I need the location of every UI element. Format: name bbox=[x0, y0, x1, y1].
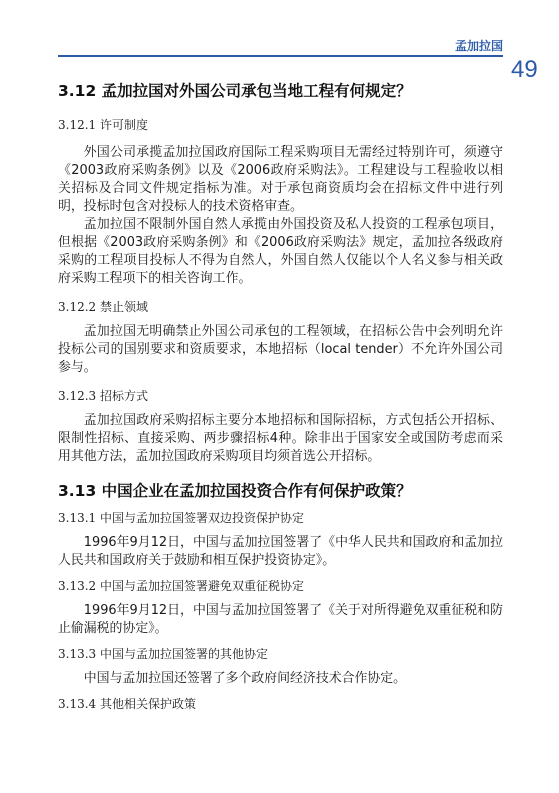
paragraph: 中国与孟加拉国还签署了多个政府间经济技术合作协定。 bbox=[83, 671, 407, 686]
page-header bbox=[0, 0, 559, 85]
header-rule bbox=[58, 55, 503, 57]
paragraph: 孟加拉国无明确禁止外国公司承包的工程领域，在招标公告中会列明允许投标公司的国别要求和资质要求，本地招标（local tender）不允许外国公司参与。 bbox=[58, 324, 503, 375]
subsection-heading-3-13-4: 3.13.4 其他相关保护政策 bbox=[58, 697, 196, 711]
subsection-heading-3-12-1: 3.12.1 许可制度 bbox=[58, 118, 148, 132]
subsection-heading-3-13-3: 3.13.3 中国与孟加拉国签署的其他协定 bbox=[58, 647, 268, 661]
running-title: 孟加拉国 bbox=[454, 39, 503, 53]
paragraph: 孟加拉国不限制外国自然人承揽由外国投资及私人投资的工程承包项目，但根据《2003政府采购条例》和《2006政府采购法》规定，孟加拉各级政府采购的工程项目投标人不得为自然人，外国自然人仅能以个人名义参与相关政府采购工程项下的相关咨询工作。 bbox=[58, 217, 503, 286]
page-body bbox=[58, 80, 503, 713]
paragraph: 孟加拉国政府采购招标主要分本地招标和国际招标，方式包括公开招标、限制性招标、直接采购、两步骤招标4种。除非出于国家安全或国防考虑而采用其他方法，孟加拉国政府采购项目均须首选公开招标。 bbox=[58, 413, 503, 464]
subsection-heading-3-12-3: 3.12.3 招标方式 bbox=[58, 389, 148, 403]
subsection-heading-3-13-2: 3.13.2 中国与孟加拉国签署避免双重征税协定 bbox=[58, 579, 304, 593]
section-heading-3-12: 3.12 孟加拉国对外国公司承包当地工程有何规定？ bbox=[58, 82, 412, 100]
paragraph: 外国公司承揽孟加拉国政府国际工程采购项目无需经过特别许可，须遵守《2003政府采购条例》以及《2006政府采购法》。工程建设与工程验收以相关招标及合同文件规定指标为准。对于承包商资质均会在招标文件中进行列明，投标时包含对投标人的技术资格审查。 bbox=[58, 145, 503, 214]
page-number: 49 bbox=[511, 56, 538, 83]
subsection-heading-3-12-2: 3.12.2 禁止领域 bbox=[58, 300, 148, 314]
subsection-heading-3-13-1: 3.13.1 中国与孟加拉国签署双边投资保护协定 bbox=[58, 511, 304, 525]
paragraph: 1996年9月12日，中国与孟加拉国签署了《中华人民共和国政府和孟加拉人民共和国政府关于鼓励和相互保护投资协定》。 bbox=[58, 535, 503, 568]
paragraph: 1996年9月12日，中国与孟加拉国签署了《关于对所得避免双重征税和防止偷漏税的协定》。 bbox=[58, 603, 503, 636]
section-heading-3-13: 3.13 中国企业在孟加拉国投资合作有何保护政策？ bbox=[58, 482, 412, 500]
